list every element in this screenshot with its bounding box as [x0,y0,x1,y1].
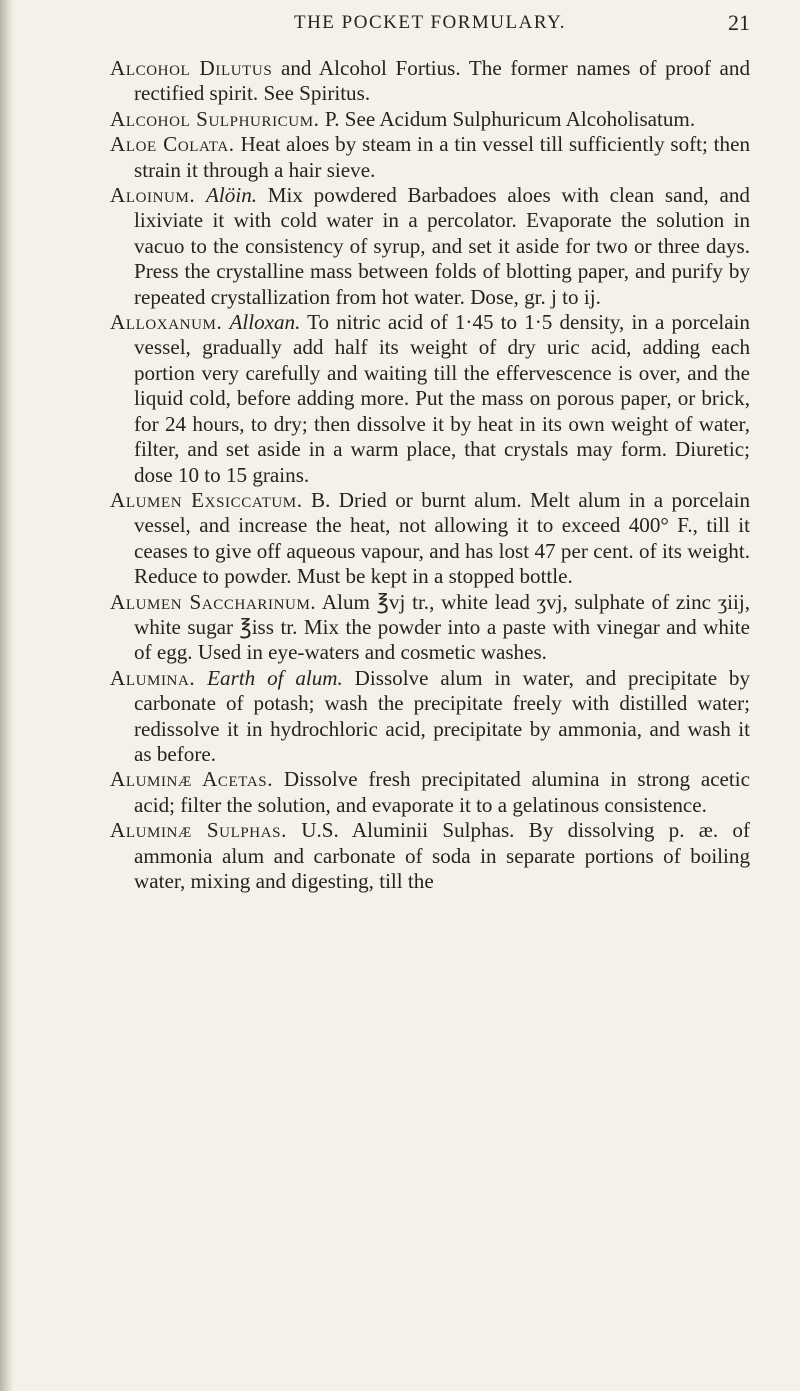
entry-headword: Alumen Saccharinum. [110,589,317,614]
entry-headword: Alcohol Sulphuricum. [110,106,320,131]
formulary-entries [110,56,750,894]
entry-alumina [110,666,750,768]
entry-english-name: Alöin. [206,183,258,208]
entry-text: To nitric acid of 1·45 to 1·5 density, in a porcelain vessel, gradually add half its weight of dry uric acid, adding each portion very carefully and waiting till the effervescence is over, and the liquid cold, before adding more. Put the mass on porous paper, or brick, for 24 hours, to dry; then dissolve it by heat in its own weight of water, filter, and set aside in a warm place, that crystals may form. Diuretic; dose 10 to 15 grains. [134,310,750,487]
entry-text: Heat aloes by steam in a tin vessel till sufficiently soft; then strain it through a hair sieve. [134,132,750,182]
entry-text: and Alcohol Fortius. The former names of proof and rectified spirit. See Spiritus. [134,56,750,106]
entry-alumen-exsiccatum [110,488,750,590]
entry-text: U.S. Aluminii Sulphas. By dissolving p. æ. of ammonia alum and carbonate of soda in separate portions of boiling water, mixing and digesting, till the [134,818,750,893]
entry-text: P. See Acidum Sulphuricum Alcoholisatum. [324,106,696,131]
entry-english-name: Earth of alum. [207,665,343,690]
entry-text: Mix powdered Barbadoes aloes with clean sand, and lixiviate it with cold water in a percolator. Evaporate the solution in vacuo to the consistency of syrup, and set it aside for two or three days. Press the crystalline mass between folds of blotting paper, and purify by repeated crystallization from hot water. Dose, gr. j to ij. [134,183,750,309]
entry-headword: Aluminæ Acetas. [110,767,274,792]
entry-aloinum [110,183,750,310]
book-page [110,0,750,894]
entry-english-name: Alloxan. [229,310,301,335]
page-number: 21 [728,10,750,35]
entry-headword: Aloinum. [110,183,196,208]
entry-aloe-colata [110,132,750,183]
running-head [110,4,750,46]
entry-alcohol-dilutus [110,56,750,107]
binding-edge [0,0,14,1391]
entry-headword: Aloe Colata. [110,132,235,157]
entry-alcohol-sulphuricum [110,107,750,132]
entry-text: Alum ℥vj tr., white lead ʒvj, sulphate of zinc ʒiij, white sugar ℥iss tr. Mix the powder into a paste with vinegar and white of egg. Used in eye-waters and cosmetic washes. [134,589,751,665]
entry-aluminae-acetas [110,767,750,818]
entry-headword: Alloxanum. [110,310,223,335]
entry-text: Dissolve fresh precipitated alumina in strong acetic acid; filter the solution, and evaporate it to a gelatinous consistence. [134,767,751,817]
running-title: THE POCKET FORMULARY. [293,12,567,33]
entry-alumen-saccharinum [110,590,750,666]
entry-aluminae-sulphas [110,818,750,894]
entry-text: B. Dried or burnt alum. Melt alum in a porcelain vessel, and increase the heat, not allowing it to exceed 400° F., till it ceases to give off aqueous vapour, and has lost 47 per cent. of its weight. Reduce to powder. Must be kept in a stopped bottle. [134,487,750,589]
entry-headword: Alumina. [110,665,196,690]
entry-text: Dissolve alum in water, and precipitate by carbonate of potash; wash the precipitate freely with distilled water; redissolve it in hydrochloric acid, precipitate by ammonia, and wash it as before. [134,665,751,766]
entry-headword: Alumen Exsiccatum. [110,487,303,512]
entry-alloxanum [110,310,750,488]
entry-headword: Alcohol Dilutus [110,56,273,80]
entry-headword: Aluminæ Sulphas. [110,818,287,843]
